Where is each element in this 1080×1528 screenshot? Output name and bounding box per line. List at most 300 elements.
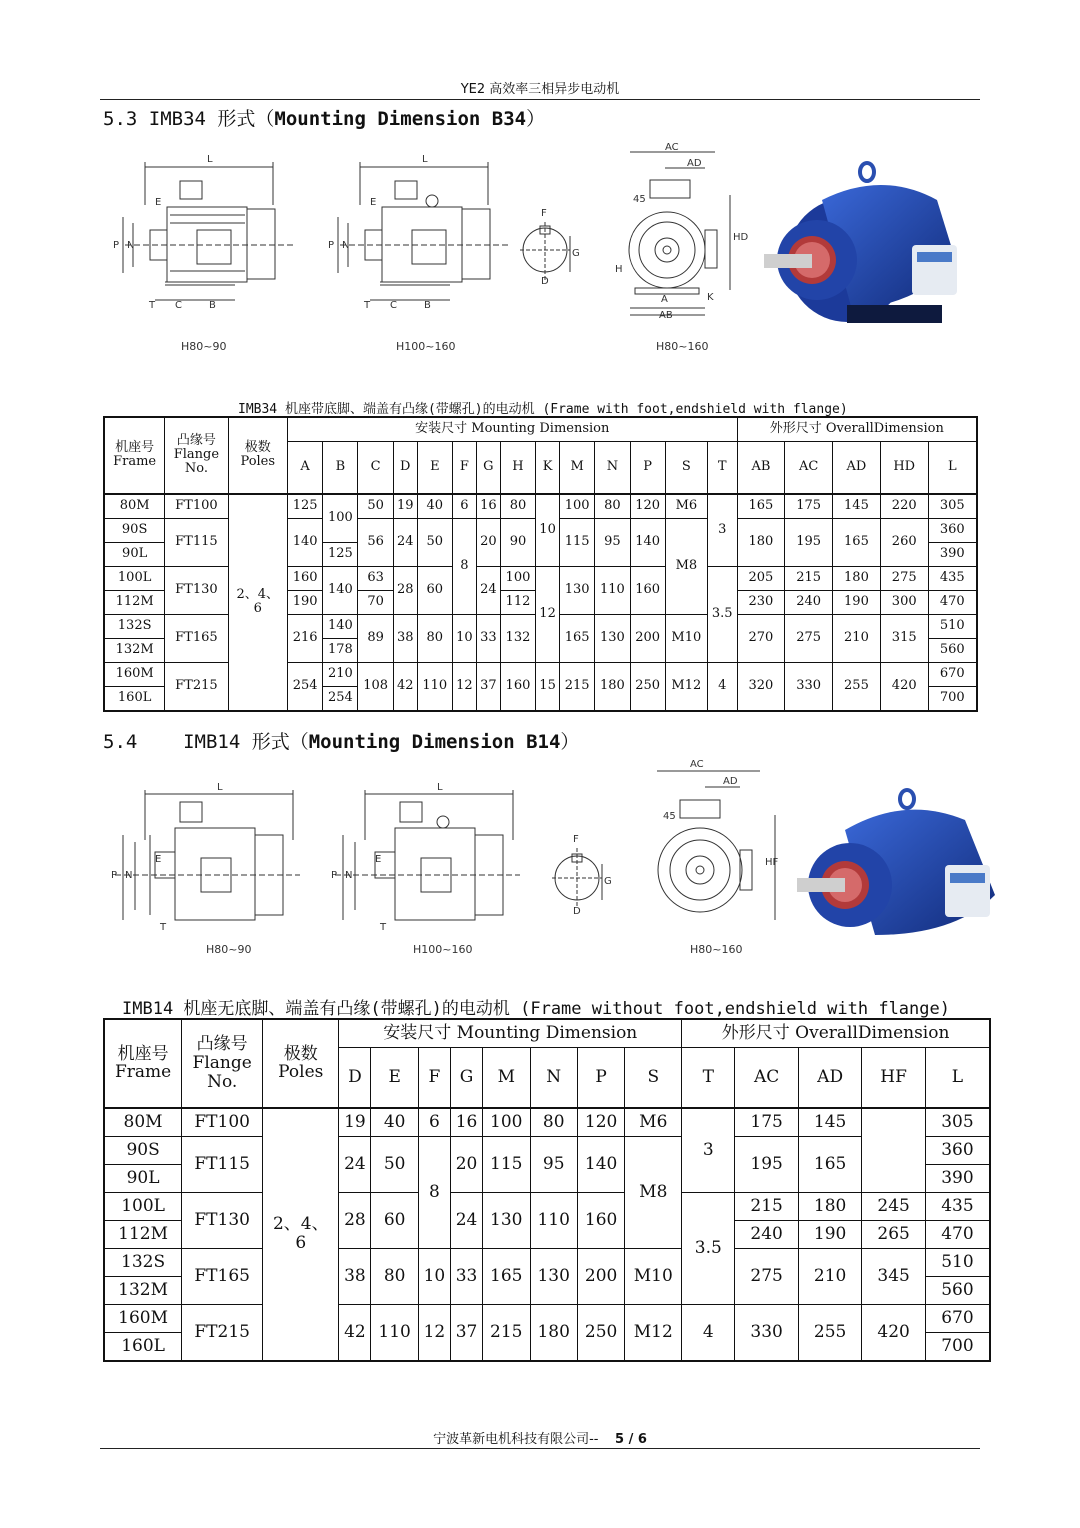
table-cell: 178 — [323, 638, 358, 662]
table-cell: 330 — [735, 1304, 798, 1361]
col-header: AD — [798, 1048, 861, 1108]
svg-text:A: A — [661, 294, 668, 305]
col-header: K — [536, 442, 560, 494]
table-cell: FT215 — [165, 662, 228, 711]
svg-text:N: N — [342, 240, 350, 251]
table-cell: 165 — [737, 494, 785, 519]
svg-text:E: E — [370, 197, 377, 208]
col-header: F — [418, 1048, 450, 1108]
col-header: AC — [735, 1048, 798, 1108]
hdr-flange: 凸缘号 Flange No. — [165, 417, 228, 494]
svg-text:G: G — [604, 876, 612, 887]
svg-text:HD: HD — [733, 232, 749, 243]
col-header: AC — [785, 442, 833, 494]
table-cell: 16 — [476, 494, 500, 519]
table-cell: 145 — [798, 1108, 861, 1137]
b34-side-drawing-h100-160 — [320, 145, 520, 310]
table-cell: 20 — [450, 1136, 482, 1192]
svg-text:L: L — [207, 154, 213, 165]
table-cell: 38 — [393, 614, 417, 662]
table-cell: FT165 — [182, 1248, 263, 1304]
table-cell: 700 — [925, 1332, 990, 1361]
svg-text:AC: AC — [690, 759, 704, 770]
col-header: M — [560, 442, 595, 494]
b34-dimension-table — [103, 416, 978, 712]
table-cell: 60 — [417, 566, 452, 614]
table-cell: 510 — [925, 1248, 990, 1276]
table-cell: 110 — [595, 566, 630, 614]
table-cell: 240 — [785, 590, 833, 614]
svg-text:B: B — [209, 300, 216, 311]
b34-fig-label-2: H100~160 — [396, 340, 456, 353]
table-cell: 112M — [104, 1220, 182, 1248]
table-cell: 265 — [862, 1220, 925, 1248]
table-cell: 38 — [339, 1248, 371, 1304]
table-cell: 33 — [476, 614, 500, 662]
col-header: T — [707, 442, 737, 494]
table-cell: 205 — [737, 566, 785, 590]
hdr-poles: 极数 Poles — [263, 1019, 339, 1108]
table-cell: 390 — [925, 1164, 990, 1192]
table-cell: 50 — [417, 518, 452, 566]
table-cell: 3 — [682, 1108, 735, 1193]
table-cell: 33 — [450, 1248, 482, 1304]
table-cell: 15 — [536, 662, 560, 711]
svg-text:E: E — [155, 197, 162, 208]
hdr-overall: 外形尺寸 OverallDimension — [682, 1019, 990, 1048]
table-cell: 300 — [880, 590, 928, 614]
table-cell: M8 — [625, 1136, 682, 1248]
table-cell: 110 — [371, 1304, 418, 1361]
table-cell: 110 — [530, 1192, 577, 1248]
table-cell: 165 — [483, 1248, 530, 1304]
table-cell: 215 — [560, 662, 595, 711]
table-cell: 40 — [417, 494, 452, 519]
table-cell: 24 — [476, 566, 500, 614]
table-cell: 42 — [393, 662, 417, 711]
table-cell: 28 — [339, 1192, 371, 1248]
table-cell: 24 — [450, 1192, 482, 1248]
col-header: H — [500, 442, 535, 494]
svg-text:AB: AB — [659, 310, 673, 321]
table-cell: 8 — [452, 518, 476, 614]
table-cell: 190 — [287, 590, 322, 614]
b14-fig-label-2: H100~160 — [413, 943, 473, 956]
footer-company: 宁波革新电机科技有限公司-- — [433, 1432, 599, 1447]
table-cell: 250 — [630, 662, 665, 711]
col-header: G — [450, 1048, 482, 1108]
hdr-mounting: 安装尺寸 Mounting Dimension — [287, 417, 737, 442]
table-cell: 40 — [371, 1108, 418, 1137]
table-cell: 90S — [104, 518, 165, 542]
table-cell: 100 — [500, 566, 535, 590]
svg-text:F: F — [541, 208, 547, 219]
svg-text:E: E — [375, 854, 382, 865]
b34-shaft-section — [518, 200, 583, 295]
table-cell: 175 — [785, 494, 833, 519]
page-footer — [100, 1428, 980, 1447]
table-cell: 330 — [785, 662, 833, 711]
table-cell: 70 — [358, 590, 393, 614]
table-cell: 12 — [418, 1304, 450, 1361]
table-cell: 100 — [560, 494, 595, 519]
col-header: S — [625, 1048, 682, 1108]
svg-text:T: T — [380, 922, 387, 933]
table-cell: FT115 — [165, 518, 228, 566]
table-cell: 215 — [735, 1192, 798, 1220]
table-cell: FT215 — [182, 1304, 263, 1361]
b14-motor-photo — [795, 785, 1000, 945]
table-cell: 3.5 — [682, 1192, 735, 1304]
table-cell: 12 — [536, 566, 560, 662]
table-cell: 125 — [323, 542, 358, 566]
table-cell: 670 — [928, 662, 977, 686]
table-cell: 255 — [833, 662, 881, 711]
hdr-flange: 凸缘号 Flange No. — [182, 1019, 263, 1108]
table-cell: 4 — [707, 662, 737, 711]
b34-front-drawing — [605, 140, 749, 325]
table-cell: FT100 — [165, 494, 228, 519]
table-cell: 8 — [418, 1136, 450, 1248]
table-cell: 360 — [928, 518, 977, 542]
table-cell: 100 — [483, 1108, 530, 1137]
table-cell: 80 — [417, 614, 452, 662]
table-cell: 2、4、 6 — [263, 1108, 339, 1361]
table-cell: 435 — [925, 1192, 990, 1220]
svg-text:T: T — [364, 300, 371, 311]
table-cell: 140 — [287, 518, 322, 566]
table-cell: 50 — [371, 1136, 418, 1192]
table-cell: 16 — [450, 1108, 482, 1137]
table-cell: 89 — [358, 614, 393, 662]
table-cell: FT130 — [182, 1192, 263, 1248]
table-cell: 700 — [928, 686, 977, 711]
col-header: L — [925, 1048, 990, 1108]
b14-table-caption: IMB14 机座无底脚、端盖有凸缘(带螺孔)的电动机 (Frame without foot,endshield with flange) — [122, 999, 950, 1019]
svg-text:D: D — [573, 906, 581, 917]
table-cell: 4 — [682, 1304, 735, 1361]
table-cell: 19 — [393, 494, 417, 519]
table-cell: 195 — [735, 1136, 798, 1192]
svg-text:HF: HF — [765, 857, 779, 868]
table-cell: 140 — [577, 1136, 624, 1192]
table-cell: 132 — [500, 614, 535, 662]
b14-side-drawing-h100-160 — [325, 780, 525, 935]
svg-text:T: T — [160, 922, 167, 933]
table-cell: 37 — [476, 662, 500, 711]
table-cell: M10 — [625, 1248, 682, 1304]
table-cell: M12 — [625, 1304, 682, 1361]
table-cell: FT100 — [182, 1108, 263, 1137]
table-cell: 360 — [925, 1136, 990, 1164]
col-header: F — [452, 442, 476, 494]
svg-text:T: T — [149, 300, 156, 311]
table-cell: 100L — [104, 1192, 182, 1220]
col-header: N — [530, 1048, 577, 1108]
table-cell: 165 — [833, 518, 881, 566]
col-header: B — [323, 442, 358, 494]
svg-text:45: 45 — [663, 811, 676, 822]
table-cell: 80 — [371, 1248, 418, 1304]
table-cell: 132M — [104, 1276, 182, 1304]
table-cell: 160M — [104, 1304, 182, 1332]
table-cell: 180 — [833, 566, 881, 590]
table-cell: 200 — [577, 1248, 624, 1304]
table-cell: 80 — [530, 1108, 577, 1137]
col-header: M — [483, 1048, 530, 1108]
table-cell: 115 — [560, 518, 595, 566]
table-cell: 140 — [630, 518, 665, 566]
table-cell: 80 — [500, 494, 535, 519]
table-cell: 190 — [798, 1220, 861, 1248]
table-cell: 3.5 — [707, 566, 737, 662]
col-header: D — [393, 442, 417, 494]
col-header: HF — [862, 1048, 925, 1108]
col-header: D — [339, 1048, 371, 1108]
table-cell: 10 — [418, 1248, 450, 1304]
table-cell: M8 — [665, 518, 707, 614]
col-header: G — [476, 442, 500, 494]
table-cell: 275 — [735, 1248, 798, 1304]
table-cell: 90L — [104, 542, 165, 566]
table-cell: 140 — [323, 614, 358, 638]
table-cell: 245 — [862, 1192, 925, 1220]
table-cell: 120 — [630, 494, 665, 519]
b14-dimension-table — [103, 1018, 991, 1362]
b34-fig-label-3: H80~160 — [656, 340, 709, 353]
hdr-frame: 机座号 Frame — [104, 417, 165, 494]
table-cell: M10 — [665, 614, 707, 662]
table-cell: 95 — [595, 518, 630, 566]
table-cell: 160 — [630, 566, 665, 614]
table-cell: 80M — [104, 1108, 182, 1137]
table-cell: 315 — [880, 614, 928, 662]
table-cell: 670 — [925, 1304, 990, 1332]
col-header: P — [630, 442, 665, 494]
table-cell: 320 — [737, 662, 785, 711]
table-cell: 110 — [417, 662, 452, 711]
table-cell: 160 — [500, 662, 535, 711]
table-cell: 215 — [483, 1304, 530, 1361]
table-cell: 130 — [560, 566, 595, 614]
table-cell: 345 — [862, 1248, 925, 1304]
table-cell: FT130 — [165, 566, 228, 614]
table-cell: 12 — [452, 662, 476, 711]
table-cell: 470 — [925, 1220, 990, 1248]
table-cell: 195 — [785, 518, 833, 566]
col-header: HD — [880, 442, 928, 494]
table-cell: 132S — [104, 614, 165, 638]
svg-text:AD: AD — [687, 158, 702, 169]
col-header: C — [358, 442, 393, 494]
table-cell: 145 — [833, 494, 881, 519]
table-cell: FT165 — [165, 614, 228, 662]
hdr-mounting: 安装尺寸 Mounting Dimension — [339, 1019, 682, 1048]
svg-text:D: D — [541, 276, 549, 287]
svg-text:P: P — [113, 240, 120, 251]
table-cell: 80 — [595, 494, 630, 519]
svg-text:E: E — [155, 854, 162, 865]
table-cell: 132M — [104, 638, 165, 662]
b34-table-caption: IMB34 机座带底脚、端盖有凸缘(带螺孔)的电动机 (Frame with foot,endshield with flange) — [238, 402, 848, 417]
col-header: L — [928, 442, 977, 494]
table-cell: 560 — [925, 1276, 990, 1304]
col-header: S — [665, 442, 707, 494]
b14-front-drawing — [645, 755, 795, 935]
table-cell: FT115 — [182, 1136, 263, 1192]
table-cell: 20 — [476, 518, 500, 566]
table-cell: 210 — [323, 662, 358, 686]
table-cell — [862, 1108, 925, 1193]
col-header: P — [577, 1048, 624, 1108]
b14-side-drawing-h80-90 — [105, 780, 305, 935]
table-cell: 305 — [925, 1108, 990, 1137]
table-cell: 6 — [418, 1108, 450, 1137]
table-cell: 120 — [577, 1108, 624, 1137]
table-cell: 215 — [785, 566, 833, 590]
table-cell: 180 — [530, 1304, 577, 1361]
table-cell: M6 — [665, 494, 707, 519]
table-cell: 90L — [104, 1164, 182, 1192]
table-cell: 90 — [500, 518, 535, 566]
svg-text:N: N — [345, 870, 353, 881]
table-cell: 28 — [393, 566, 417, 614]
table-cell: 160L — [104, 1332, 182, 1361]
table-cell: 115 — [483, 1136, 530, 1192]
table-cell: 470 — [928, 590, 977, 614]
svg-text:AD: AD — [723, 776, 738, 787]
hdr-poles: 极数 Poles — [228, 417, 287, 494]
col-header: AD — [833, 442, 881, 494]
table-cell: 108 — [358, 662, 393, 711]
col-header: E — [417, 442, 452, 494]
section-title-b14: 5.4 IMB14 形式（Mounting Dimension B14） — [103, 731, 580, 753]
table-cell: 140 — [323, 566, 358, 614]
table-cell: 112 — [500, 590, 535, 614]
col-header: A — [287, 442, 322, 494]
hdr-frame: 机座号 Frame — [104, 1019, 182, 1108]
table-cell: 160M — [104, 662, 165, 686]
table-cell: 37 — [450, 1304, 482, 1361]
table-cell: 160L — [104, 686, 165, 711]
table-cell: 254 — [287, 662, 322, 711]
svg-text:C: C — [390, 300, 397, 311]
table-cell: 390 — [928, 542, 977, 566]
table-cell: 275 — [880, 566, 928, 590]
page-number: 5 / 6 — [615, 1432, 647, 1447]
table-cell: 165 — [798, 1136, 861, 1192]
table-cell: 3 — [707, 494, 737, 567]
svg-text:P: P — [331, 870, 338, 881]
b34-motor-photo — [762, 160, 967, 330]
table-cell: 180 — [737, 518, 785, 566]
table-cell: 220 — [880, 494, 928, 519]
table-cell: 160 — [287, 566, 322, 590]
table-cell: 255 — [798, 1304, 861, 1361]
table-cell: 90S — [104, 1136, 182, 1164]
svg-text:L: L — [217, 782, 223, 793]
table-cell: 56 — [358, 518, 393, 566]
table-cell: 130 — [530, 1248, 577, 1304]
svg-text:N: N — [125, 870, 133, 881]
table-cell: 24 — [393, 518, 417, 566]
svg-text:L: L — [437, 782, 443, 793]
b34-side-drawing-h80-90 — [105, 145, 305, 310]
table-cell: 2、4、 6 — [228, 494, 287, 711]
table-cell: 180 — [595, 662, 630, 711]
svg-text:L: L — [422, 154, 428, 165]
table-cell: 132S — [104, 1248, 182, 1276]
svg-text:G: G — [572, 248, 580, 259]
table-cell: 6 — [452, 494, 476, 519]
table-cell: 130 — [483, 1192, 530, 1248]
table-cell: 260 — [880, 518, 928, 566]
table-cell: 100L — [104, 566, 165, 590]
table-cell: 230 — [737, 590, 785, 614]
b14-fig-label-1: H80~90 — [206, 943, 252, 956]
table-cell: 216 — [287, 614, 322, 662]
table-cell: 200 — [630, 614, 665, 662]
table-cell: 250 — [577, 1304, 624, 1361]
svg-text:P: P — [328, 240, 335, 251]
table-cell: 420 — [880, 662, 928, 711]
table-cell: 19 — [339, 1108, 371, 1137]
table-cell: M6 — [625, 1108, 682, 1137]
svg-text:K: K — [707, 292, 714, 303]
page-header: YE2 高效率三相异步电动机 — [460, 82, 620, 97]
table-cell: M12 — [665, 662, 707, 711]
col-header: T — [682, 1048, 735, 1108]
svg-text:AC: AC — [665, 142, 679, 153]
table-cell: 210 — [833, 614, 881, 662]
table-cell: 80M — [104, 494, 165, 519]
hdr-overall: 外形尺寸 OverallDimension — [737, 417, 977, 442]
b14-fig-label-3: H80~160 — [690, 943, 743, 956]
table-cell: 175 — [735, 1108, 798, 1137]
table-cell: 125 — [287, 494, 322, 519]
b34-fig-label-1: H80~90 — [181, 340, 227, 353]
col-header: AB — [737, 442, 785, 494]
table-cell: 180 — [798, 1192, 861, 1220]
col-header: E — [371, 1048, 418, 1108]
section-title-b34: 5.3 IMB34 形式（Mounting Dimension B34） — [103, 108, 546, 130]
header-rule — [100, 99, 980, 100]
table-cell: 10 — [452, 614, 476, 662]
svg-text:45: 45 — [633, 194, 646, 205]
table-cell: 100 — [323, 494, 358, 543]
svg-text:H: H — [615, 264, 623, 275]
col-header: N — [595, 442, 630, 494]
table-cell: 435 — [928, 566, 977, 590]
table-cell: 165 — [560, 614, 595, 662]
table-cell: 63 — [358, 566, 393, 590]
footer-rule — [100, 1448, 980, 1449]
table-cell: 10 — [536, 494, 560, 567]
table-cell: 190 — [833, 590, 881, 614]
table-cell: 275 — [785, 614, 833, 662]
svg-text:C: C — [175, 300, 182, 311]
table-cell: 240 — [735, 1220, 798, 1248]
table-cell: 42 — [339, 1304, 371, 1361]
table-cell: 112M — [104, 590, 165, 614]
table-cell: 420 — [862, 1304, 925, 1361]
table-cell: 160 — [577, 1192, 624, 1248]
svg-text:P: P — [111, 870, 118, 881]
table-cell: 510 — [928, 614, 977, 638]
table-cell: 254 — [323, 686, 358, 711]
table-cell: 50 — [358, 494, 393, 519]
table-cell: 560 — [928, 638, 977, 662]
